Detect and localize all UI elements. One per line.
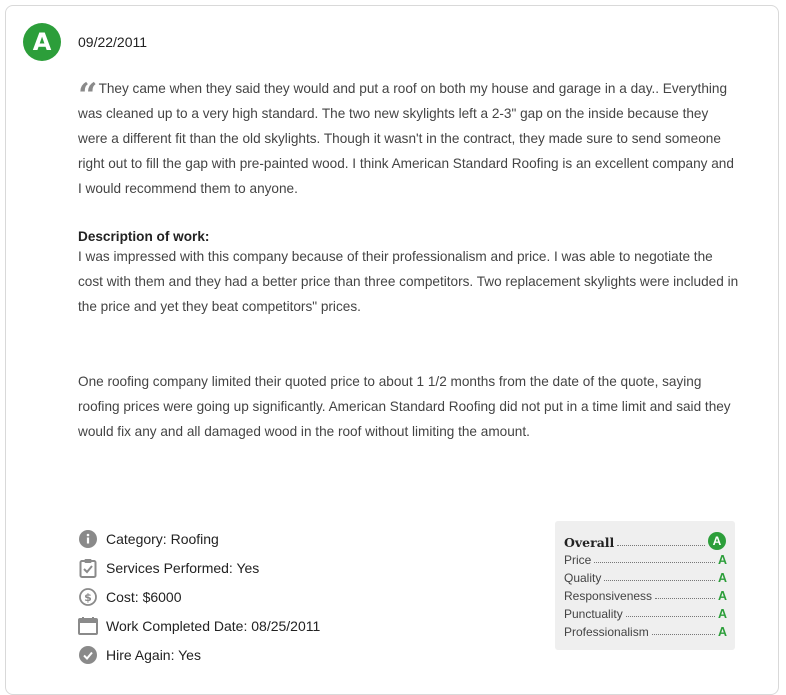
detail-category <box>78 524 320 553</box>
grade-overall-label: Overall <box>564 535 615 550</box>
grade-value: A <box>718 607 728 621</box>
checkmark-circle-icon <box>78 645 98 665</box>
grade-label: Responsiveness <box>564 589 653 603</box>
grade-value: A <box>718 553 728 567</box>
detail-cost-text: Cost: $6000 <box>106 588 182 605</box>
detail-work-date <box>78 611 320 640</box>
detail-hire-again-text: Hire Again: Yes <box>106 646 201 663</box>
grades-panel <box>555 521 735 650</box>
review-date: 09/22/2011 <box>78 34 148 50</box>
description-paragraph-2: One roofing company limited their quoted price to about 1 1/2 months from the date of the quote, saying roofing prices were going up significantly. American Standard Roofing did not put in a time limit and said they would fix any and all damaged wood in the roof without limiting the amount. <box>78 374 731 439</box>
detail-work-date-text: Work Completed Date: 08/25/2011 <box>106 617 321 634</box>
detail-services-text: Services Performed: Yes <box>106 559 260 576</box>
grade-row <box>564 569 726 585</box>
grade-row <box>564 587 726 603</box>
grade-row <box>564 605 726 621</box>
dot-leader <box>617 545 705 546</box>
description-paragraph-1: I was impressed with this company because of their professionalism and price. I was able to negotiate the cost with them and they had a better price than three competitors. Two replacement skylights were included in the price and yet they beat competitors" prices. <box>78 249 739 314</box>
grade-label: Punctuality <box>564 607 623 621</box>
grade-value: A <box>718 589 728 603</box>
info-icon <box>78 529 98 549</box>
detail-cost <box>78 582 320 611</box>
grade-avatar: A <box>23 23 61 61</box>
grade-label: Professionalism <box>564 625 649 639</box>
grade-label: Price <box>564 553 592 567</box>
dot-leader <box>626 616 715 617</box>
dot-leader <box>652 634 715 635</box>
grade-row <box>564 551 726 567</box>
clipboard-check-icon <box>78 558 98 578</box>
review-text: They came when they said they would and put a roof on both my house and garage in a day.. Everything was cleaned up to a very high standard. The two new skylights left a 2-3" gap on the inside because they were a different fit than the old skylights. Though it wasn't in the contract, they made sure to send someone right out to fill the gap with pre-painted wood. I think American Standard Roofing is an excellent company and I would recommend them to anyone. <box>78 81 734 196</box>
quote-icon: “ <box>78 76 96 116</box>
description-heading: Description of work: <box>78 229 210 244</box>
dot-leader <box>655 598 715 599</box>
dot-leader <box>594 562 715 563</box>
grade-overall <box>564 530 726 550</box>
grade-row <box>564 623 726 639</box>
svg-text:$: $ <box>84 590 92 604</box>
detail-hire-again <box>78 640 320 669</box>
grade-overall-badge: A <box>708 532 726 550</box>
grade-label: Quality <box>564 571 602 585</box>
dollar-icon <box>78 587 98 607</box>
calendar-icon <box>78 616 98 636</box>
grade-value: A <box>718 571 728 585</box>
review-text-block <box>78 76 740 201</box>
detail-category-text: Category: Roofing <box>106 530 219 547</box>
detail-services <box>78 553 320 582</box>
grade-value: A <box>718 625 728 639</box>
job-details <box>78 524 320 669</box>
dot-leader <box>604 580 715 581</box>
